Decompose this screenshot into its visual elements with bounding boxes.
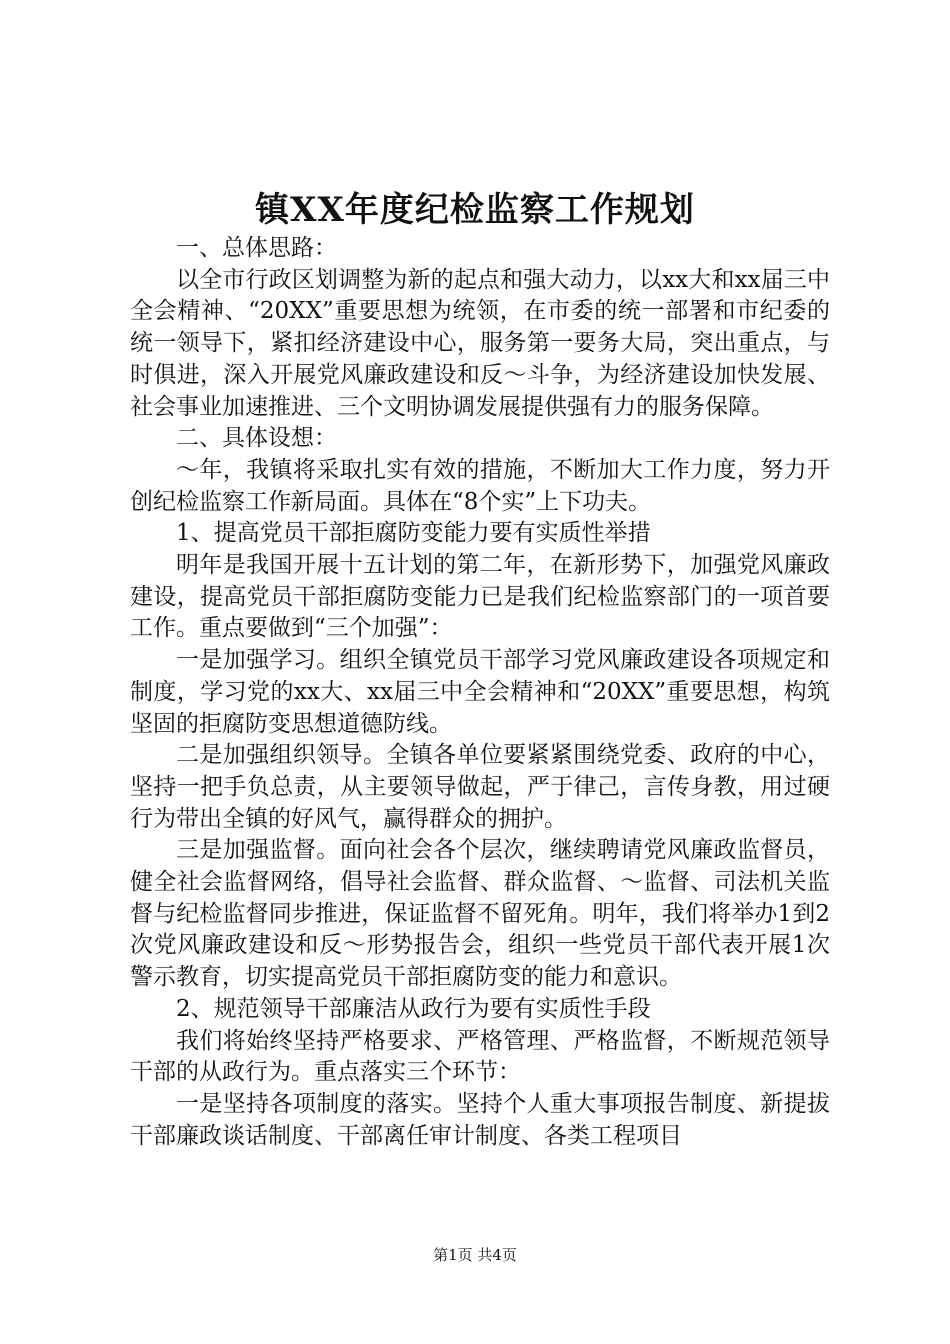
subheading-1: 1、提高党员干部拒腐防变能力要有实质性举措 bbox=[176, 520, 651, 547]
paragraph: 以全市行政区划调整为新的起点和强大动力，以xx大和xx届三中全会精神、“20XX”重要思想为统领，在市委的统一部署和市纪委的统一领导下，紧扣经济建设中心，服务第一要务大局，突出重点，与时俱进，深入开展党风廉政建设和反～斗争，为经济建设加快发展、社会事业加速推进、三个文明协调发展提供强有力的服务保障。 bbox=[130, 266, 830, 420]
paragraph: 三是加强监督。面向社会各个层次，继续聘请党风廉政监督员，健全社会监督网络，倡导社会监督、群众监督、～监督、司法机关监督与纪检监督同步推进，保证监督不留死角。明年，我们将举办1到2次党风廉政建设和反～形势报告会，组织一些党员干部代表开展1次警示教育，切实提高党员干部拒腐防变的能力和意识。 bbox=[130, 837, 830, 991]
paragraph: 我们将始终坚持严格要求、严格管理、严格监督，不断规范领导干部的从政行为。重点落实三个环节： bbox=[130, 1027, 830, 1086]
section-heading-plan: 二、具体设想： bbox=[176, 425, 337, 452]
paragraph: 明年是我国开展十五计划的第二年，在新形势下，加强党风廉政建设，提高党员干部拒腐防变能力已是我们纪检监察部门的一项首要工作。重点要做到“三个加强”： bbox=[130, 552, 830, 642]
paragraph: 一是加强学习。组织全镇党员干部学习党风廉政建设各项规定和制度，学习党的xx大、xx届三中全会精神和“20XX”重要思想，构筑坚固的拒腐防变思想道德防线。 bbox=[130, 647, 830, 737]
subheading-2: 2、规范领导干部廉洁从政行为要有实质性手段 bbox=[176, 995, 651, 1022]
document-title: 镇XX年度纪检监察工作规划 bbox=[255, 190, 695, 230]
paragraph: 二是加强组织领导。全镇各单位要紧紧围绕党委、政府的中心，坚持一把手负总责，从主要领导做起，严于律己，言传身教，用过硬行为带出全镇的好风气，赢得群众的拥护。 bbox=[130, 742, 830, 832]
page-footer: 第1页 共4页 bbox=[433, 1246, 517, 1264]
paragraph: 一是坚持各项制度的落实。坚持个人重大事项报告制度、新提拔干部廉政谈话制度、干部离任审计制度、各类工程项目 bbox=[130, 1090, 830, 1149]
paragraph: ～年，我镇将采取扎实有效的措施，不断加大工作力度，努力开创纪检监察工作新局面。具体在“8个实”上下功夫。 bbox=[130, 456, 830, 515]
section-heading-overall: 一、总体思路： bbox=[176, 235, 337, 261]
document-body bbox=[130, 233, 830, 1152]
